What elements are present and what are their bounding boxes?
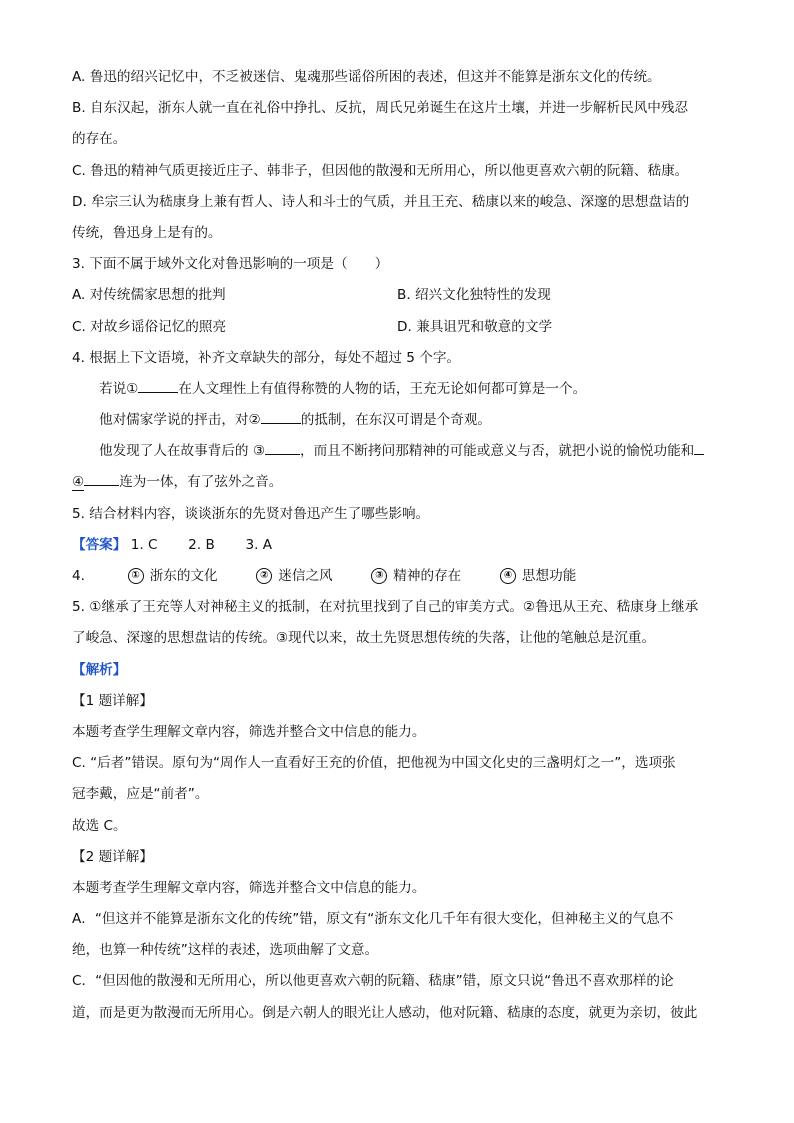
q4-s2-pre: 他对儒家学说的抨击，对② xyxy=(99,412,261,429)
answer-4-item-1 xyxy=(128,561,218,592)
answer-title: 【答案】 xyxy=(72,536,127,553)
answer-4-item-3-text: 精神的存在 xyxy=(393,568,462,584)
answer-1: 1. C xyxy=(130,536,158,553)
q5-stem: 5. 结合材料内容，谈谈浙东的先贤对鲁迅产生了哪些影响。 xyxy=(72,505,430,522)
blank-3 xyxy=(265,436,300,455)
q4-s4-post: 连为一体，有了弦外之音。 xyxy=(119,474,283,491)
detail-1-line-4: 故选 C。 xyxy=(72,817,127,834)
detail-2-line-1: 本题考查学生理解文章内容，筛选并整合文中信息的能力。 xyxy=(72,879,426,896)
blank-underline-tail xyxy=(694,436,704,455)
q3-options-row-1 xyxy=(72,280,722,311)
detail-2-line-2: A．“但这并不能算是浙东文化的传统”错，原文有“浙东文化几千年有很大变化，但神秘主义的气息不 xyxy=(72,911,674,928)
q4-stem: 4. 根据上下文语境，补齐文章缺失的部分，每处不超过 5 个字。 xyxy=(72,349,461,366)
blank-1 xyxy=(138,374,178,393)
blank-4 xyxy=(84,467,119,486)
q3-option-d: D. 兼具诅咒和敬意的文学 xyxy=(397,318,553,335)
detail-2-line-4: C．“但因他的散漫和无所用心，所以他更喜欢六朝的阮籍、嵇康”错，原文只说“鲁迅不喜欢那样的论 xyxy=(72,973,674,990)
q2-option-d-cont: 传统，鲁迅身上是有的。 xyxy=(72,224,222,241)
answer-2: 2. B xyxy=(188,536,215,553)
detail-2-line-3: 绝，也算一种传统”这样的表述，选项曲解了文意。 xyxy=(72,942,379,959)
answer-4-item-2 xyxy=(256,561,332,592)
q3-option-b: B. 绍兴文化独特性的发现 xyxy=(397,287,551,304)
q4-s1-post: 在人文理性上有值得称赞的人物的话，王充无论如何都可算是一个。 xyxy=(178,380,587,397)
answer-5-line-1: 5. ①继承了王充等人对神秘主义的抵制，在对抗里找到了自己的审美方式。②鲁迅从王充、嵇康身上继承 xyxy=(72,599,699,616)
answer-4-item-4 xyxy=(500,561,576,592)
answer-4-item-3 xyxy=(371,561,461,592)
circled-number-3: ③ xyxy=(371,568,387,584)
q2-option-c: C. 鲁迅的精神气质更接近庄子、韩非子，但因他的散漫和无所用心，所以他更喜欢六朝的阮籍、嵇康。 xyxy=(72,162,689,179)
q4-sentence-3 xyxy=(72,436,722,467)
q4-sentence-4 xyxy=(72,467,722,498)
detail-2-title: 【2 题详解】 xyxy=(72,848,153,865)
document-page xyxy=(72,62,722,1029)
q2-option-b-cont: 的存在。 xyxy=(72,131,127,148)
answer-4-item-1-text: 浙东的文化 xyxy=(149,568,218,584)
answer-4-number: 4. xyxy=(72,568,85,584)
circled-number-4: ④ xyxy=(500,568,516,584)
q3-stem: 3. 下面不属于域外文化对鲁迅影响的一项是（ ） xyxy=(72,256,389,273)
q3-options-row-2 xyxy=(72,312,722,343)
q4-sentence-1 xyxy=(72,374,722,405)
circled-number-2: ② xyxy=(256,568,272,584)
answer-4-item-2-text: 迷信之风 xyxy=(278,568,333,584)
answer-4-row xyxy=(72,561,722,592)
q4-s3-pre: 他发现了人在故事背后的 ③ xyxy=(99,443,266,460)
detail-1-line-1: 本题考查学生理解文章内容，筛选并整合文中信息的能力。 xyxy=(72,723,426,740)
q3-option-a: A. 对传统儒家思想的批判 xyxy=(72,287,226,304)
circled-number-1: ① xyxy=(128,568,144,584)
detail-2-line-5: 道，而是更为散漫而无所用心。倒是六朝人的眼光让人感动，他对阮籍、嵇康的态度，就更为亲切，彼此 xyxy=(72,1004,698,1021)
q2-option-b: B. 自东汉起，浙东人就一直在礼俗中挣扎、反抗，周氏兄弟诞生在这片土壤，并进一步解析民风中残忍 xyxy=(72,100,689,117)
answer-3: 3. A xyxy=(245,536,273,553)
q2-option-a: A. 鲁迅的绍兴记忆中，不乏被迷信、鬼魂那些谣俗所困的表述，但这并不能算是浙东文化的传统。 xyxy=(72,69,661,85)
q4-s4-pre: ④ xyxy=(72,474,85,491)
q4-s3-post: ，而且不断拷问那精神的可能或意义与否，就把小说的愉悦功能和 xyxy=(300,443,695,460)
q4-s2-post: 的抵制，在东汉可谓是个奇观。 xyxy=(300,412,492,429)
answer-row xyxy=(72,530,722,561)
blank-2 xyxy=(261,405,301,424)
q4-sentence-2 xyxy=(72,405,722,436)
q4-s1-pre: 若说① xyxy=(99,380,139,397)
q2-option-d: D. 牟宗三认为嵇康身上兼有哲人、诗人和斗士的气质，并且王充、嵇康以来的峻急、深邃的思想盘诘的 xyxy=(72,193,690,210)
q3-option-c: C. 对故乡谣俗记忆的照亮 xyxy=(72,318,227,335)
answer-4-item-4-text: 思想功能 xyxy=(521,568,577,584)
analysis-title: 【解析】 xyxy=(72,661,127,678)
detail-1-title: 【1 题详解】 xyxy=(72,692,153,709)
detail-1-line-2: C. “后者”错误。原句为“周作人一直看好王充的价值，把他视为中国文化史的三盏明灯之一”，选项张 xyxy=(72,755,676,772)
answer-5-line-2: 了峻急、深邃的思想盘诘的传统。③现代以来，故土先贤思想传统的失落，让他的笔触总是沉重。 xyxy=(72,630,656,647)
detail-1-line-3: 冠李戴，应是“前者”。 xyxy=(72,786,209,803)
